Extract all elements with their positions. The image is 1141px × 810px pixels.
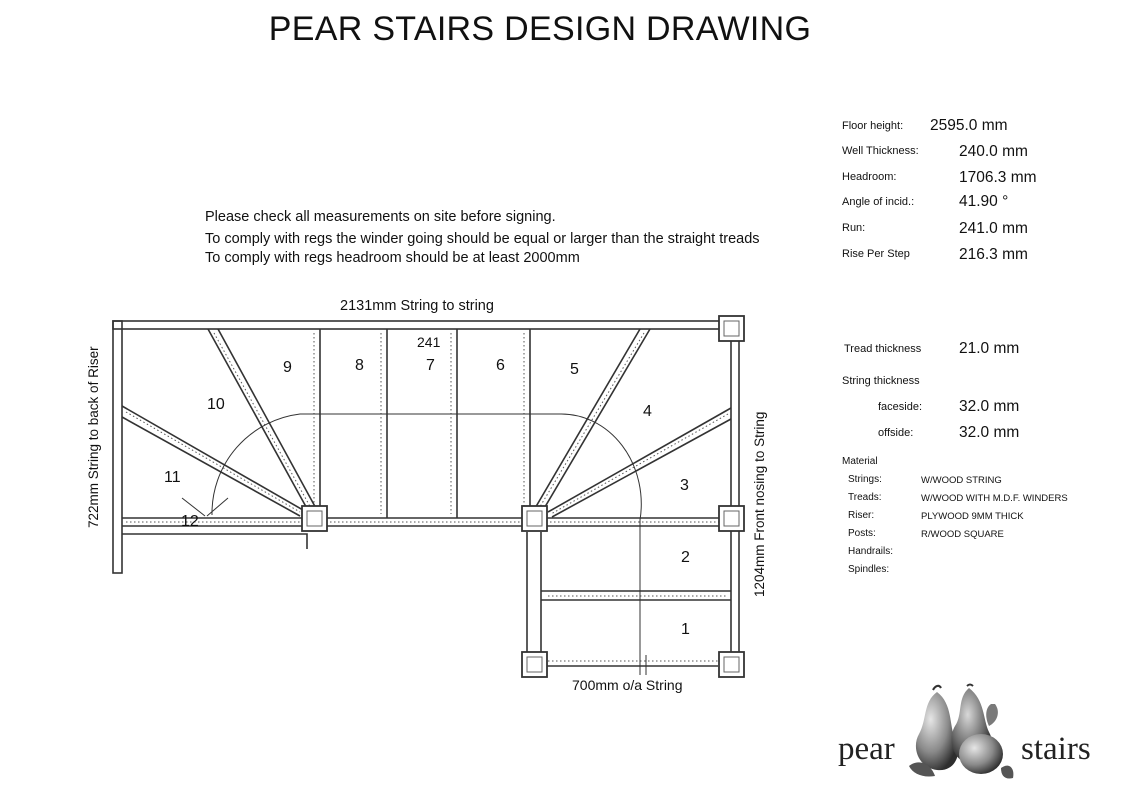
spec-well-thickness-value: 240.0 mm (959, 143, 1028, 160)
material-handrails-label: Handrails: (848, 546, 894, 557)
newel-bottom-left (522, 652, 547, 677)
material-posts-value: R/WOOD SQUARE (921, 529, 1004, 540)
step-5-label: 5 (570, 361, 579, 378)
left-string (113, 321, 122, 573)
page-title: PEAR STAIRS DESIGN DRAWING (268, 10, 812, 48)
string-thickness-label: String thickness (842, 375, 920, 387)
note-winder-regs: To comply with regs the winder going should be equal or larger than the straight treads (205, 231, 760, 247)
material-heading: Material (842, 456, 878, 467)
step-3-label: 3 (680, 477, 689, 494)
step-1-label: 1 (681, 621, 690, 638)
winder-4-3 (548, 408, 731, 512)
offside-label: offside: (878, 427, 914, 439)
bottom-left-return (122, 534, 307, 549)
step-9-label: 9 (283, 359, 292, 376)
spec-floor-height-value: 2595.0 mm (930, 117, 1008, 134)
logo-word-stairs: stairs (1021, 731, 1091, 767)
logo-word-pear: pear (838, 731, 895, 767)
spec-floor-height-label: Floor height: (842, 120, 904, 132)
spec-angle-label: Angle of incid.: (842, 196, 915, 208)
spec-well-thickness-label: Well Thickness: (842, 145, 919, 157)
spec-angle-value: 41.90 ° (959, 193, 1009, 210)
spec-run-value: 241.0 mm (959, 220, 1028, 237)
material-treads-value: W/WOOD WITH M.D.F. WINDERS (921, 493, 1068, 504)
material-strings-label: Strings: (848, 474, 882, 485)
nosing-winder-4 (551, 414, 728, 514)
dim-bottom-label: 700mm o/a String (572, 677, 683, 693)
material-riser-label: Riser: (848, 510, 875, 521)
nosing-winder-5 (538, 333, 644, 510)
note-check-measurements: Please check all measurements on site before signing. (205, 209, 556, 225)
material-treads-label: Treads: (848, 492, 882, 503)
step-11-label: 11 (164, 469, 181, 486)
run-label: 241 (417, 334, 441, 350)
spec-run-label: Run: (842, 222, 866, 234)
winder-10-9-b (218, 329, 318, 512)
newel-right-winder (522, 506, 547, 531)
step-10-label: 10 (207, 396, 225, 413)
faceside-value: 32.0 mm (959, 398, 1020, 415)
step-12-label: 12 (181, 513, 199, 530)
material-riser-value: PLYWOOD 9MM THICK (921, 511, 1024, 522)
step-8-label: 8 (355, 357, 364, 374)
nosing-winder-9 (214, 333, 312, 510)
spec-rise-label: Rise Per Step (842, 248, 910, 260)
top-string (113, 321, 731, 329)
winder-10-9 (208, 329, 310, 514)
winder-11-10 (122, 406, 303, 510)
spec-headroom-label: Headroom: (842, 171, 897, 183)
tread-thickness-value: 21.0 mm (959, 340, 1020, 357)
newel-left-winder (302, 506, 327, 531)
right-string (731, 335, 739, 657)
offside-value: 32.0 mm (959, 424, 1020, 441)
material-posts-label: Posts: (848, 528, 876, 539)
dim-right-label: 1204mm Front nosing to String (752, 411, 767, 597)
newel-bottom-right (719, 652, 744, 677)
newel-right-mid (719, 506, 744, 531)
spec-rise-value: 216.3 mm (959, 246, 1028, 263)
dim-top-label: 2131mm String to string (340, 298, 494, 314)
step-12-mark-b (207, 498, 228, 516)
spec-headroom-value: 1706.3 mm (959, 169, 1037, 186)
step-2-label: 2 (681, 549, 690, 566)
tread-thickness-label: Tread thickness (844, 343, 922, 355)
step-7-label: 7 (426, 357, 435, 374)
step-6-label: 6 (496, 357, 505, 374)
dim-left-label: 722mm String to back of Riser (86, 346, 101, 528)
faceside-label: faceside: (878, 401, 923, 413)
material-spindles-label: Spindles: (848, 564, 890, 575)
winder-5-4 (534, 329, 640, 510)
step-4-label: 4 (643, 403, 652, 420)
pear-fruit-icon (905, 682, 1017, 782)
material-strings-value: W/WOOD STRING (921, 475, 1002, 486)
newel-top-right (719, 316, 744, 341)
note-headroom-regs: To comply with regs headroom should be at least 2000mm (205, 250, 580, 266)
